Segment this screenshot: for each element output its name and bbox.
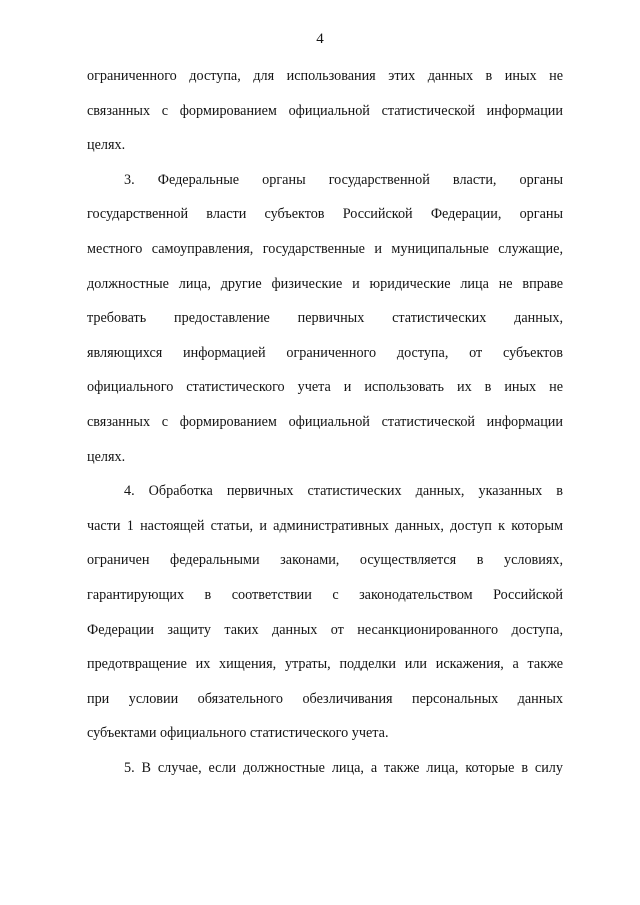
text-line: целях. bbox=[87, 448, 126, 465]
text-line: части 1 настоящей статьи, и административных данных, доступ к которым bbox=[87, 517, 563, 534]
text-line: при условии обязательного обезличивания персональных данных bbox=[87, 690, 563, 707]
text-line: субъектами официального статистического учета. bbox=[87, 725, 389, 742]
text-line: Федерации защиту таких данных от несанкционированного доступа, bbox=[87, 621, 563, 638]
page-number: 4 bbox=[316, 31, 324, 47]
paragraph-5 bbox=[87, 751, 563, 786]
text-line: ограничен федеральными законами, осуществляется в условиях, bbox=[87, 552, 563, 569]
text-line: целях. bbox=[87, 137, 126, 154]
text-line: должностные лица, другие физические и юридические лица не вправе bbox=[87, 275, 563, 292]
text-line: гарантирующих в соответствии с законодательством Российской bbox=[87, 586, 563, 603]
document-body bbox=[87, 59, 563, 785]
text-line: местного самоуправления, государственные и муниципальные служащие, bbox=[87, 240, 563, 257]
text-line: связанных с формированием официальной статистической информации bbox=[87, 102, 563, 119]
paragraph-3 bbox=[87, 163, 563, 474]
text-line: 3. Федеральные органы государственной власти, органы bbox=[124, 171, 563, 188]
paragraph-4 bbox=[87, 474, 563, 751]
text-line: 4. Обработка первичных статистических данных, указанных в bbox=[124, 483, 563, 500]
text-line: предотвращение их хищения, утраты, подделки или искажения, а также bbox=[87, 656, 563, 673]
text-line: являющихся информацией ограниченного доступа, от субъектов bbox=[87, 344, 563, 361]
text-line: официального статистического учета и использовать их в иных не bbox=[87, 379, 563, 396]
text-line: 5. В случае, если должностные лица, а также лица, которые в силу bbox=[124, 759, 563, 776]
text-line: требовать предоставление первичных статистических данных, bbox=[87, 310, 563, 327]
text-line: ограниченного доступа, для использования этих данных в иных не bbox=[87, 68, 563, 84]
paragraph-continuation bbox=[87, 59, 563, 163]
text-line: государственной власти субъектов Российской Федерации, органы bbox=[87, 206, 563, 223]
text-line: связанных с формированием официальной статистической информации bbox=[87, 413, 563, 430]
